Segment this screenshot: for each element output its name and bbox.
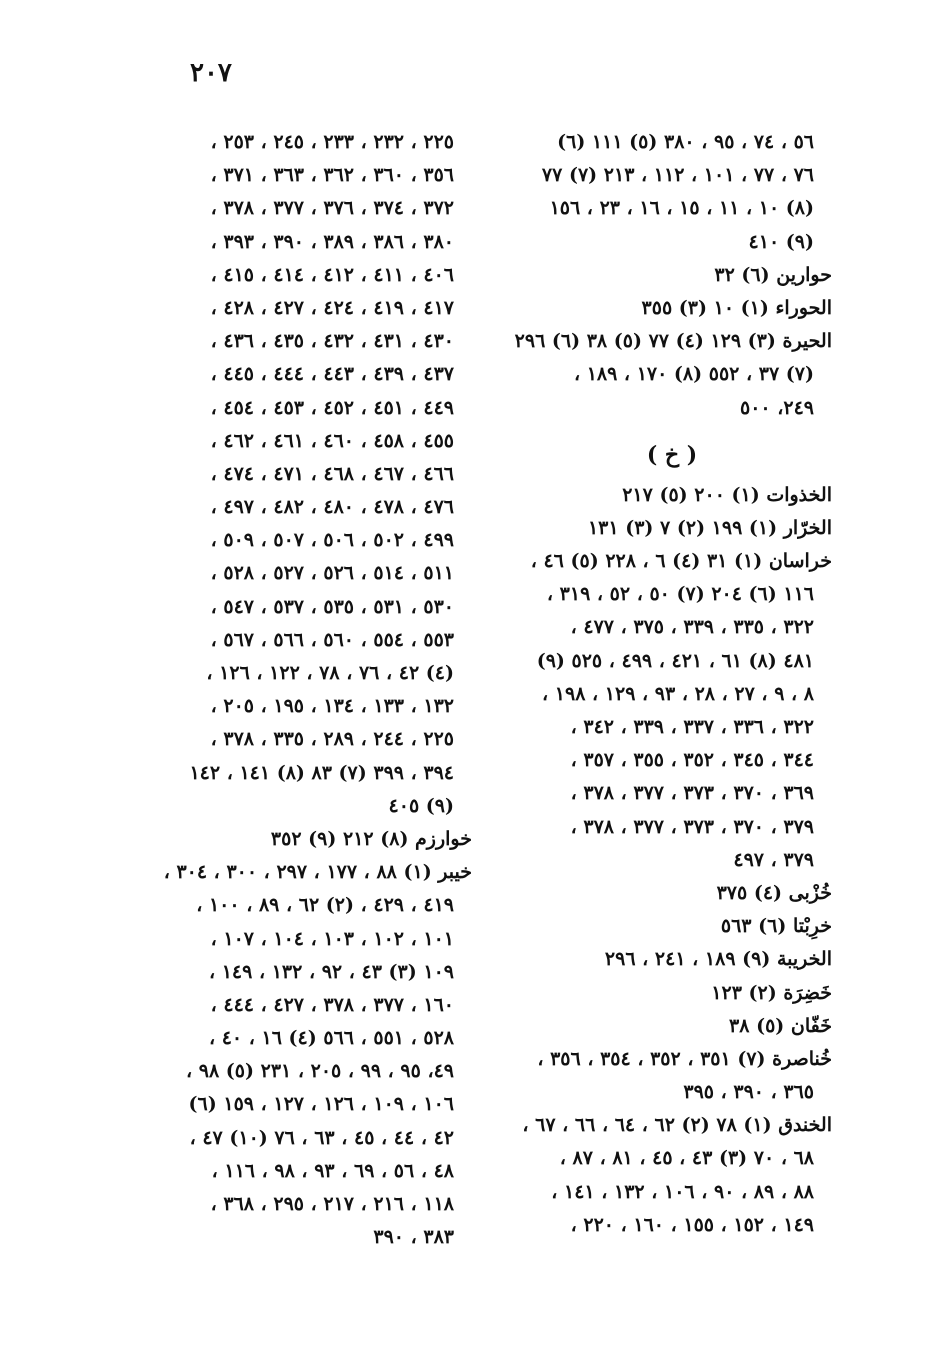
index-entry-line: الحيرة (٣) ١٢٩ (٤) ٧٧ (٥) ٣٨ (٦) ٢٩٦	[514, 330, 832, 353]
index-continuation-line: ٤٤٩ ، ٤٥١ ، ٤٥٢ ، ٤٥٣ ، ٤٥٤ ،	[210, 396, 454, 419]
index-continuation-line: ٤٦٦ ، ٤٦٧ ، ٤٦٨ ، ٤٧١ ، ٤٧٤ ،	[210, 462, 454, 485]
index-continuation-line: ٥٣٠ ، ٥٣١ ، ٥٣٥ ، ٥٣٧ ، ٥٤٧ ،	[210, 595, 454, 618]
index-continuation-line: ٣٧٩ ، ٤٩٧	[733, 848, 814, 871]
index-continuation-line: ٤١٧ ، ٤١٩ ، ٤٢٤ ، ٤٢٧ ، ٤٢٨ ،	[210, 296, 454, 319]
index-continuation-line: ٣٦٩ ، ٣٧٠ ، ٣٧٣ ، ٣٧٧ ، ٣٧٨ ،	[570, 782, 814, 805]
index-continuation-line: ٨٨ ، ٨٩ ، ٩٠ ، ١٠٦ ، ١٣٢ ، ١٤١ ،	[551, 1180, 814, 1203]
index-entry-line: خراسان (١) ٣١ (٤) ٦ ، ٢٢٨ (٥) ٤٦ ،	[530, 550, 832, 573]
index-continuation-line: ٤٢ ، ٤٤ ، ٤٥ ، ٦٣ ، ٧٦ (١٠) ٤٧ ،	[189, 1126, 454, 1149]
entries-before-section	[512, 126, 832, 425]
index-entry-line: خُناصرة (٧) ٣٥١ ، ٣٥٢ ، ٣٥٤ ، ٣٥٦ ،	[537, 1047, 832, 1070]
index-continuation-line: ٣٤٤ ، ٣٤٥ ، ٣٥٢ ، ٣٥٥ ، ٣٥٧ ،	[570, 749, 814, 772]
index-continuation-line: ٤٥٥ ، ٤٥٨ ، ٤٦٠ ، ٤٦١ ، ٤٦٢ ،	[210, 429, 454, 452]
index-entry-line: الخريبة (٩) ١٨٩ ، ٢٤١ ، ٢٩٦	[604, 948, 832, 971]
index-continuation-line: ١٣٢ ، ١٣٣ ، ١٣٤ ، ١٩٥ ، ٢٠٥ ،	[210, 695, 454, 718]
index-continuation-line: ٥٦ ، ٧٤ ، ٩٥ ، ٣٨٠ (٥) ١١١ (٦)	[557, 131, 814, 153]
index-continuation-line: (٤) ٤٢ ، ٧٦ ، ٧٨ ، ١٢٢ ، ١٢٦ ،	[206, 662, 454, 684]
index-continuation-line: ٤٩، ٩٥ ، ٩٩ ، ٢٠٥ ، ٢٣١ (٥) ٩٨ ،	[186, 1060, 454, 1083]
index-continuation-line: ٣٩٤ ، ٣٩٩ (٧) ٨٣ (٨) ١٤١ ، ١٤٢	[189, 761, 454, 784]
index-continuation-line: ٧٦ ، ٧٧ ، ١٠١ ، ١١٢ ، ٢١٣ (٧) ٧٧	[541, 164, 814, 187]
index-continuation-line: ٨ ، ٩ ، ٢٧ ، ٢٨ ، ٩٣ ، ١٢٩ ، ١٩٨ ،	[542, 682, 814, 705]
index-continuation-line: ٢٢٥ ، ٢٤٤ ، ٢٨٩ ، ٣٣٥ ، ٣٧٨ ،	[210, 728, 454, 751]
index-continuation-line: (٧) ٣٧ ، ٥٥٢ (٨) ١٧٠ ، ١٨٩ ،	[573, 363, 814, 386]
index-continuation-line: ٤٣٠ ، ٤٣١ ، ٤٣٢ ، ٤٣٥ ، ٤٣٦ ،	[210, 330, 454, 353]
index-continuation-line: ١٤٩ ، ١٥٢ ، ١٥٥ ، ١٦٠ ، ٢٢٠ ،	[570, 1213, 814, 1236]
index-entry-line: الخذوات (١) ٢٠٠ (٥) ٢١٧	[622, 483, 832, 506]
index-continuation-line: ٣٦٥ ، ٣٩٠ ، ٣٩٥	[683, 1081, 814, 1104]
index-continuation-line: ٣٨٣ ، ٣٩٠	[373, 1226, 454, 1249]
index-continuation-line: ١١٦ (٦) ٢٠٤ (٧) ٥٠ ، ٥٢ ، ٣١٩ ،	[546, 583, 814, 606]
entries-after-section	[512, 479, 832, 1242]
index-continuation-line: ٤٣٧ ، ٤٣٩ ، ٤٤٣ ، ٤٤٤ ، ٤٤٥ ،	[210, 363, 454, 386]
index-continuation-line: ٣٢٢ ، ٣٣٦ ، ٣٣٧ ، ٣٣٩ ، ٣٤٢ ،	[570, 716, 814, 738]
index-continuation-line: ٢٢٥ ، ٢٣٢ ، ٢٣٣ ، ٢٤٥ ، ٢٥٣ ،	[210, 131, 454, 153]
index-continuation-line: ٢٤٩، ٥٠٠	[740, 396, 814, 419]
index-entry-line: خيبر (١) ٨٨ ، ١٧٧ ، ٢٩٧ ، ٣٠٠ ، ٣٠٤ ،	[163, 861, 472, 884]
index-column-right	[512, 126, 832, 1242]
index-continuation-line: ١٦٠ ، ٣٧٧ ، ٣٧٨ ، ٤٢٧ ، ٤٤٤ ،	[210, 993, 454, 1016]
index-continuation-line: ٣٢٢ ، ٣٣٥ ، ٣٣٩ ، ٣٧٥ ، ٤٧٧ ،	[570, 616, 814, 639]
index-entry-line: خوارزم (٨) ٢١٢ (٩) ٣٥٢	[270, 827, 472, 850]
index-continuation-line: ٣٧٢ ، ٣٧٤ ، ٣٧٦ ، ٣٧٧ ، ٣٧٨ ،	[210, 197, 454, 220]
index-continuation-line: (٩) ٤٠٥	[388, 794, 454, 817]
index-continuation-line: (٩) ٤١٠	[748, 230, 814, 253]
index-continuation-line: ٣٨٠ ، ٣٨٦ ، ٣٨٩ ، ٣٩٠ ، ٣٩٣ ،	[210, 230, 454, 253]
index-continuation-line: ٣٧٩ ، ٣٧٠ ، ٣٧٣ ، ٣٧٧ ، ٣٧٨ ،	[570, 815, 814, 838]
index-continuation-line: ٤١٩ ، ٤٢٩ ، (٢) ٦٢ ، ٨٩ ، ١٠٠ ،	[196, 894, 454, 917]
index-continuation-line: ٥٢٨ ، ٥٥١ ، ٥٦٦ (٤) ١٦ ، ٤٠ ،	[208, 1027, 454, 1050]
index-entry-line: خَضِرَة (٢) ١٢٣	[711, 981, 832, 1004]
index-continuation-line: ٤٨١ (٨) ٦١ ، ٤٢١ ، ٤٩٩ ، ٥٢٥ (٩)	[536, 649, 814, 672]
page-number: ٢٠٧	[190, 58, 232, 88]
index-continuation-line: ٤٩٩ ، ٥٠٢ ، ٥٠٦ ، ٥٠٧ ، ٥٠٩ ،	[210, 529, 454, 552]
index-entry-line: الحوراء (١) ١٠ (٣) ٣٥٥	[641, 296, 832, 319]
index-continuation-line: ٤٨ ، ٥٦ ، ٦٩ ، ٩٣ ، ٩٨ ، ١١٦ ،	[211, 1159, 454, 1182]
index-entry-line: خُزْبى (٤) ٣٧٥	[716, 881, 832, 904]
index-continuation-line: ١١٨ ، ٢١٦ ، ٢١٧ ، ٢٩٥ ، ٣٦٨ ،	[210, 1193, 454, 1215]
index-continuation-line: ٦٨ ، ٧٠ (٣) ٤٣ ، ٤٥ ، ٨١ ، ٨٧ ،	[559, 1147, 814, 1170]
index-entry-line: حوارين (٦) ٣٢	[714, 263, 832, 286]
index-continuation-line: ٥٥٣ ، ٥٥٤ ، ٥٦٠ ، ٥٦٦ ، ٥٦٧ ،	[210, 628, 454, 651]
index-continuation-line: ١٠١ ، ١٠٢ ، ١٠٣ ، ١٠٤ ، ١٠٧ ،	[210, 927, 454, 950]
index-column-left	[156, 126, 472, 1254]
index-continuation-line: ٣٥٦ ، ٣٦٠ ، ٣٦٢ ، ٣٦٣ ، ٣٧١ ،	[210, 164, 454, 187]
index-continuation-line: ١٠٦ ، ١٠٩ ، ١٢٦ ، ١٢٧ ، ١٥٩ (٦)	[188, 1093, 454, 1116]
index-entry-line: الخندق (١) ٧٨ (٢) ٦٢ ، ٦٤ ، ٦٦ ، ٦٧ ،	[522, 1114, 832, 1137]
index-continuation-line: (٨) ١٠ ، ١١ ، ١٥ ، ١٦ ، ٢٣ ، ١٥٦	[549, 197, 814, 220]
index-entry-line: خَفّان (٥) ٣٨	[729, 1014, 832, 1037]
section-heading: ( خ )	[646, 441, 698, 468]
index-entry-line: خرِبْتا (٦) ٥٦٣	[720, 915, 832, 938]
index-continuation-line: ٤٠٦ ، ٤١١ ، ٤١٢ ، ٤١٤ ، ٤١٥ ،	[210, 263, 454, 286]
index-continuation-line: ١٠٩ (٣) ٤٣ ، ٩٢ ، ١٣٢ ، ١٤٩ ،	[208, 960, 454, 983]
index-continuation-line: ٥١١ ، ٥١٤ ، ٥٢٦ ، ٥٢٧ ، ٥٢٨ ،	[210, 562, 454, 585]
index-continuation-line: ٤٧٦ ، ٤٧٨ ، ٤٨٠ ، ٤٨٢ ، ٤٩٧ ،	[210, 496, 454, 519]
index-entry-line: الخرّار (١) ١٩٩ (٢) ٧ (٣) ١٣١	[587, 516, 832, 539]
